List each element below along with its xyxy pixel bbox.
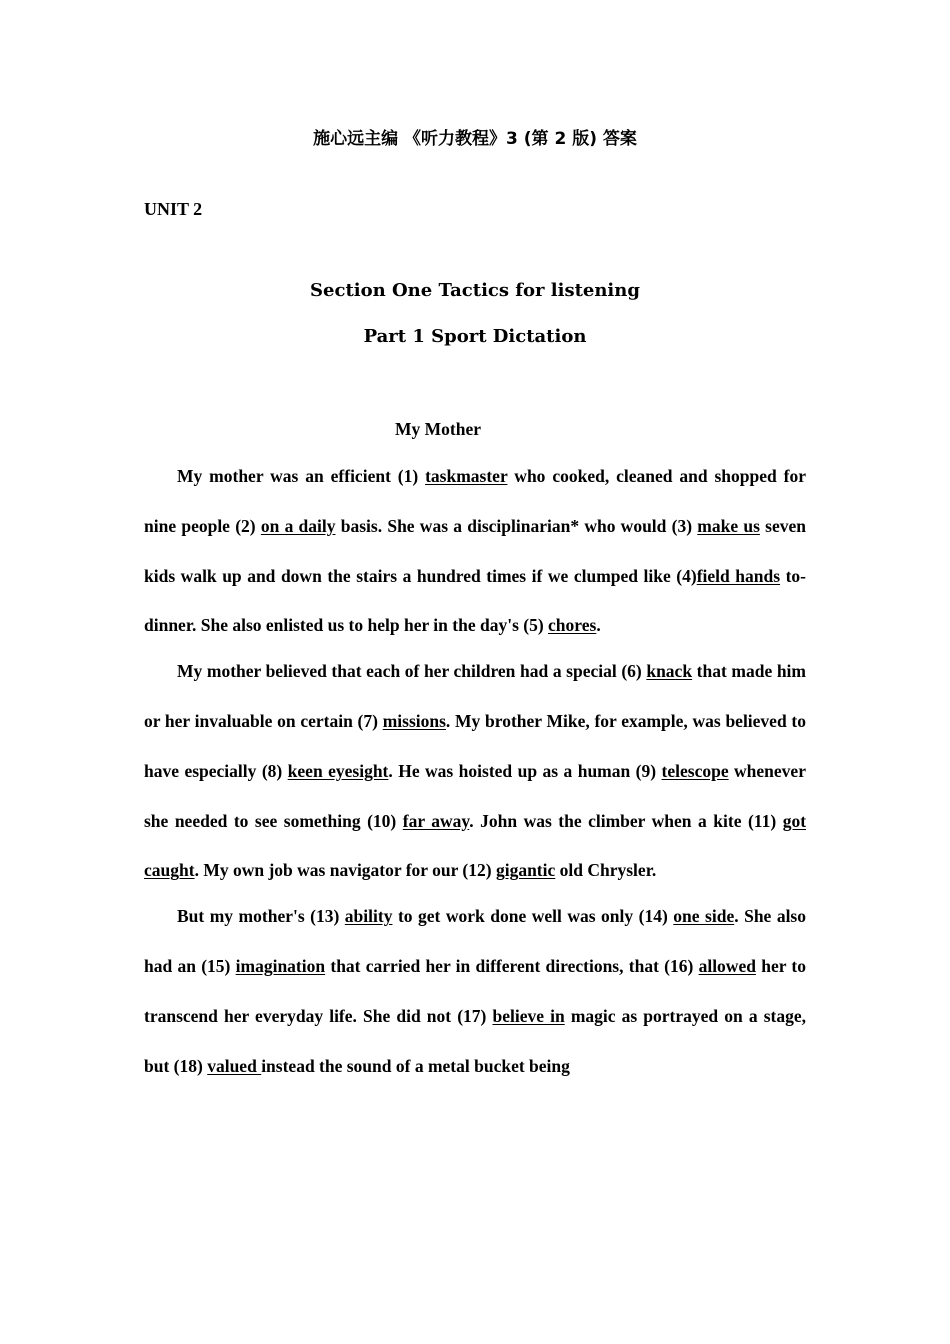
text-run: . My brother Mike, for example, was believed to have especially (8) — [144, 710, 806, 781]
text-run: My mother believed that each of her children had a special (6) — [177, 661, 647, 682]
answer-blank: taskmaster — [425, 466, 508, 486]
text-run: basis. She was a disciplinarian* who would (3) — [335, 515, 698, 536]
text-run: instead the sound of a metal bucket being — [261, 1055, 570, 1076]
dictation-body — [144, 452, 806, 1087]
part-heading: Part 1 Sport Dictation — [363, 326, 587, 347]
answer-blank: gigantic — [495, 860, 556, 881]
answer-blank: valued — [207, 1055, 262, 1076]
text-run: magic as portrayed on a stage, but (18) — [144, 1005, 806, 1076]
text-run: to-dinner. She also enlisted us to help her in the day's (5) — [144, 565, 807, 636]
text-run: that made him or her invaluable on certain (7) — [144, 661, 807, 731]
answer-blank: missions — [382, 710, 446, 731]
text-run: old Chrysler. — [555, 860, 657, 881]
answer-blank: imagination — [235, 955, 326, 976]
paragraph — [144, 647, 806, 896]
text-run: But my mother's (13) — [177, 906, 345, 927]
text-run: . — [596, 615, 601, 636]
text-run: seven kids walk up and down the stairs a hundred times if we clumped like (4) — [144, 515, 806, 586]
section-heading: Section One Tactics for listening — [310, 280, 640, 301]
document-title: 施心远主编 《听力教程》3 (第 2 版) 答案 — [313, 129, 637, 149]
answer-blank: one side — [673, 906, 735, 927]
answer-blank: telescope — [661, 760, 729, 781]
text-run: . John was the climber when a kite (11) — [469, 810, 783, 831]
answer-blank: far away — [402, 810, 470, 831]
answer-blank: keen eyesight — [287, 760, 389, 781]
answer-blank: believe in — [492, 1005, 565, 1026]
text-run: . My own job was navigator for our (12) — [194, 860, 496, 881]
answer-blank: make us — [697, 515, 760, 536]
answer-blank: on a daily — [260, 515, 336, 536]
unit-heading: UNIT 2 — [144, 199, 203, 219]
story-title: My Mother — [395, 419, 482, 439]
paragraph — [144, 452, 806, 651]
paragraph — [144, 892, 806, 1091]
text-run: to get work done well was only (14) — [392, 906, 674, 927]
answer-blank: got caught — [144, 810, 807, 881]
text-run: whenever she needed to see something (10) — [144, 760, 806, 831]
answer-blank: allowed — [698, 955, 756, 976]
text-run: . He was hoisted up as a human (9) — [388, 760, 662, 781]
answer-blank: ability — [344, 906, 393, 927]
text-run: who cooked, cleaned and shopped for nine people (2) — [144, 466, 806, 536]
text-run: . She also had an (15) — [144, 906, 806, 976]
text-run: that carried her in different directions, that (16) — [325, 955, 699, 976]
text-run: My mother was an efficient (1) — [177, 466, 426, 486]
answer-blank: knack — [646, 661, 693, 682]
answer-blank: chores — [548, 615, 597, 636]
answer-blank: field hands — [696, 565, 781, 586]
text-run: her to transcend her everyday life. She did not (17) — [144, 955, 806, 1026]
